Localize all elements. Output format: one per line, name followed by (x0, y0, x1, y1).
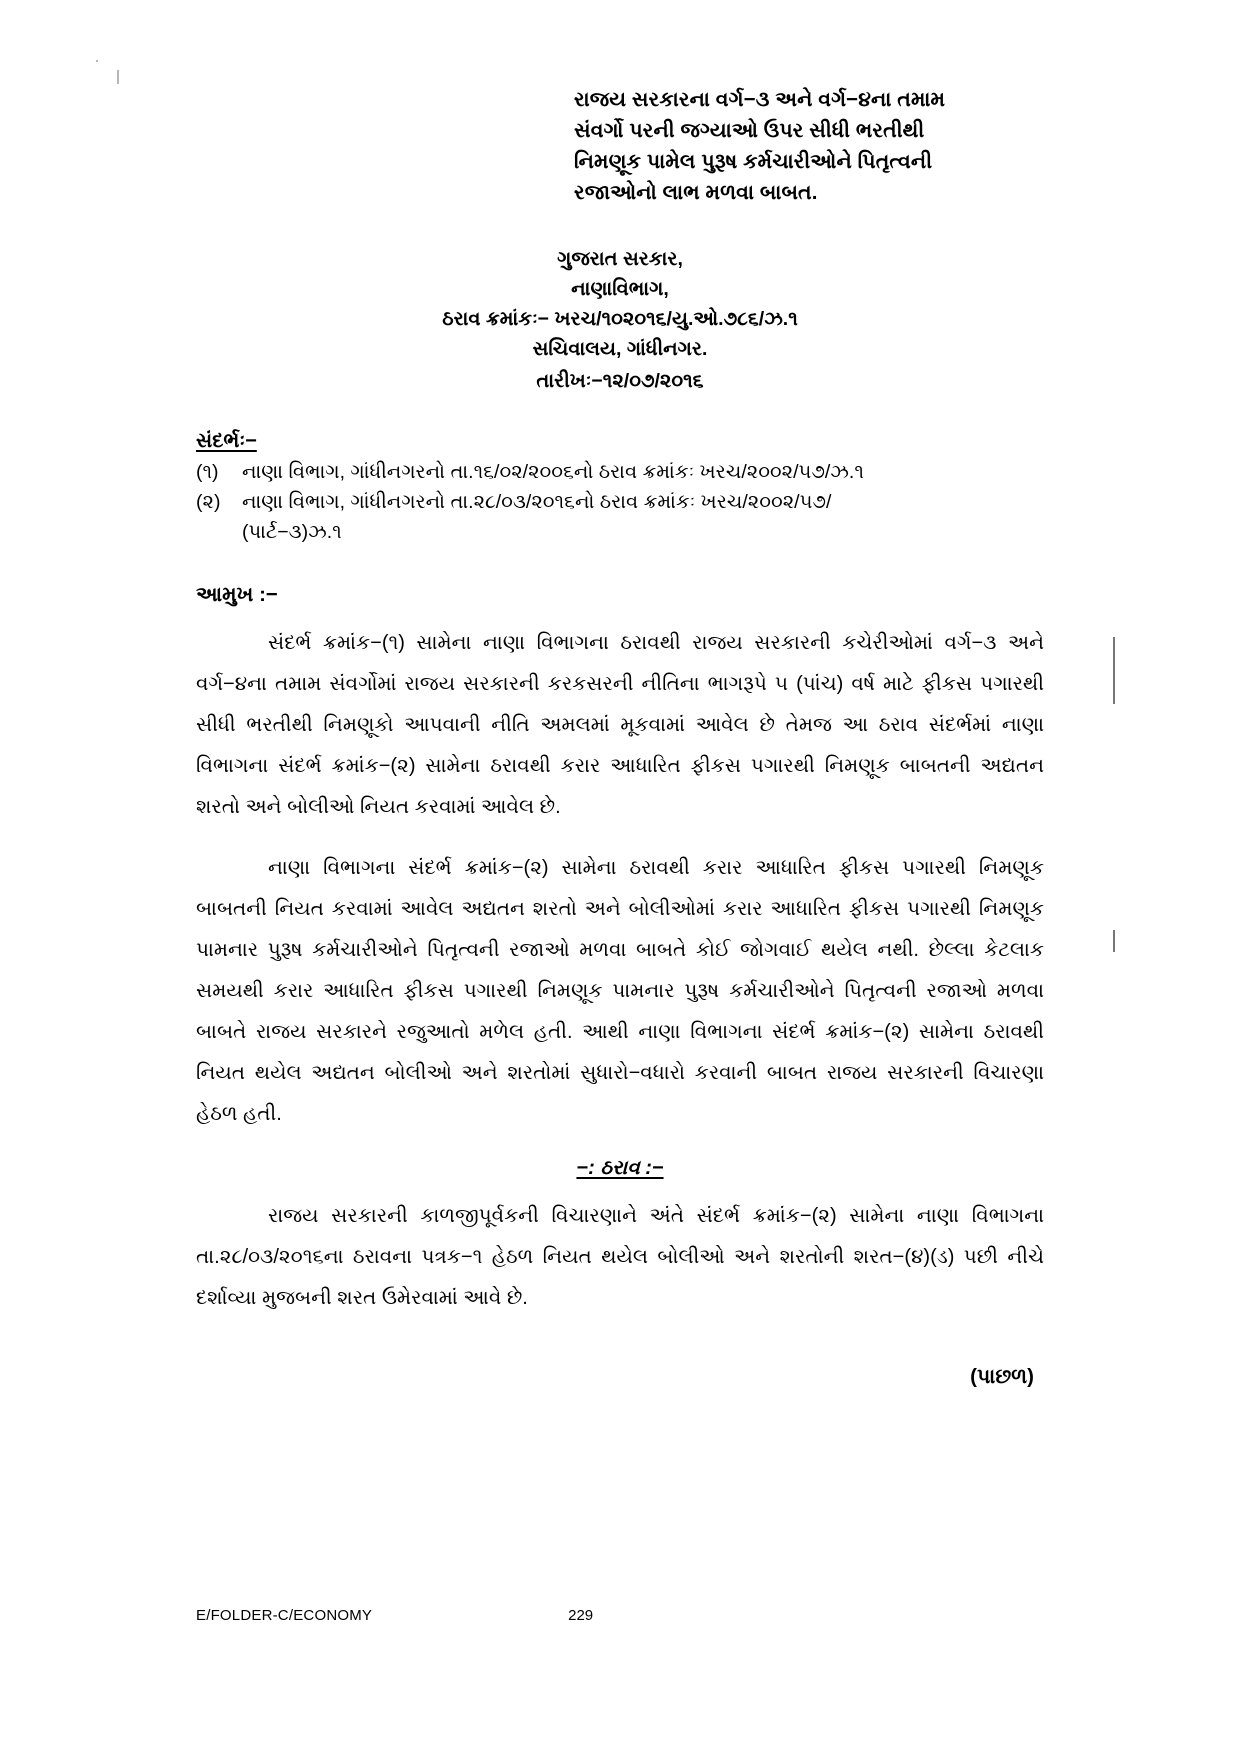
reference-item (196, 457, 1044, 487)
preamble-paragraph-2: નાણા વિભાગના સંદર્ભ ક્રમાંક−(૨) સામેના ઠરાવથી કરાર આધારિત ફીકસ પગારથી નિમણૂક બાબતની નિયત કરવામાં આવેલ અદ્યતન શરતો અને બોલીઓમાં કરાર આધારિત ફીકસ પગારથી નિમણૂક પામનાર પુરૂષ કર્મચારીઓને પિતૃત્વની રજાઓ મળવા બાબતે કોઈ જોગવાઈ થયેલ નથી. છેલ્લા કેટલાક સમયથી કરાર આધારિત ફીકસ પગારથી નિમણૂક પામનાર પુરૂષ કર્મચારીઓને પિતૃત્વની રજાઓ મળવા બાબતે રાજય સરકારને રજુઆતો મળેલ હતી. આથી નાણા વિભાગના સંદર્ભ ક્રમાંક−(૨) સામેના ઠરાવથી નિયત થયેલ અદ્યતન બોલીઓ અને શરતોમાં સુધારો−વધારો કરવાની બાબત રાજય સરકારની વિચારણા હેઠળ હતી. (196, 857, 1044, 1125)
scan-edge-mark-upper (1113, 637, 1115, 704)
department-name: નાણાવિભાગ, (571, 278, 669, 300)
issuing-authority-block (196, 244, 1044, 396)
reference-item-text: નાણા વિભાગ, ગાંધીનગરનો તા.૨૮/૦૩/૨૦૧૬નો ઠરાવ ક્રમાંકઃ ખરચ/૨૦૦૨/૫૭/ (242, 491, 832, 513)
footer-page-number: 229 (568, 1607, 594, 1624)
reference-item (196, 487, 1044, 517)
scan-edge-mark-lower (1113, 930, 1115, 952)
subject-line-2: સંવર્ગો પરની જગ્યાઓ ઉપર સીધી ભરતીથી (574, 119, 925, 142)
secretariat-address: સચિવાલય, ગાંધીનગર. (532, 338, 708, 360)
reference-heading: સંદર્ભઃ− (196, 430, 257, 452)
footer-folder-path: E/FOLDER-C/ECONOMY (196, 1607, 373, 1624)
government-name: ગુજરાત સરકાર, (557, 248, 683, 270)
subject-line-3: નિમણૂક પામેલ પુરૂષ કર્મચારીઓને પિતૃત્વની (574, 150, 933, 173)
order-heading: −: ઠરાવ :− (576, 1157, 664, 1179)
reference-item-number: (૧) (196, 461, 219, 483)
reference-item-text: નાણા વિભાગ, ગાંધીનગરનો તા.૧૬/૦૨/૨૦૦૬નો ઠરાવ ક્રમાંકઃ ખરચ/૨૦૦૨/૫૭/ઝ.૧ (242, 461, 864, 483)
preamble-heading: આમુખ :− (196, 583, 278, 606)
subject-line-4: રજાઓનો લાભ મળવા બાબત. (574, 181, 818, 204)
reference-section (196, 430, 1044, 547)
resolution-date: તારીખઃ−૧૨/૦૭/૨૦૧૬ (536, 370, 704, 392)
scan-speckle-top-left (96, 60, 98, 62)
resolution-number: ઠરાવ ક્રમાંકઃ− ખરચ/૧૦૨૦૧૬/યુ.ઓ.૭૮૬/ઝ.૧ (442, 308, 798, 330)
reference-list (196, 457, 1044, 547)
page-footer (196, 1607, 1044, 1624)
continued-marker: (પાછળ) (970, 1365, 1034, 1388)
reference-item-number: (૨) (196, 491, 221, 513)
order-paragraph-1: રાજય સરકારની કાળજીપૂર્વકની વિચારણાને અંતે સંદર્ભ ક્રમાંક−(૨) સામેના નાણા વિભાગના તા.૨૮/૦૩/૨૦૧૬ના ઠરાવના પત્રક−૧ હેઠળ નિયત થયેલ બોલીઓ અને શરતોની શરત−(૪)(ડ) પછી નીચે દર્શાવ્યા મુજબની શરત ઉમેરવામાં આવે છે. (196, 1205, 1044, 1309)
reference-item-continuation: (પાર્ટ−૩)ઝ.૧ (242, 521, 342, 543)
document-subject-block (574, 84, 994, 208)
scan-speckle-top (117, 70, 119, 84)
preamble-paragraph-1: સંદર્ભ ક્રમાંક−(૧) સામેના નાણા વિભાગના ઠરાવથી રાજય સરકારની કચેરીઓમાં વર્ગ−૩ અને વર્ગ−૪ના તમામ સંવર્ગોમાં રાજય સરકારની કરકસરની નીતિના ભાગરૂપે ૫ (પાંચ) વર્ષ માટે ફીકસ પગારથી સીધી ભરતીથી નિમણૂકો આપવાની નીતિ અમલમાં મૂકવામાં આવેલ છે તેમજ આ ઠરાવ સંદર્ભમાં નાણા વિભાગના સંદર્ભ ક્રમાંક−(૨) સામેના ઠરાવથી કરાર આધારિત ફીકસ પગારથી નિમણૂક બાબતની અદ્યતન શરતો અને બોલીઓ નિયત કરવામાં આવેલ છે. (196, 632, 1044, 818)
document-body (196, 84, 1044, 1389)
subject-line-1: રાજય સરકારના વર્ગ−૩ અને વર્ગ−૪ના તમામ (574, 88, 946, 111)
